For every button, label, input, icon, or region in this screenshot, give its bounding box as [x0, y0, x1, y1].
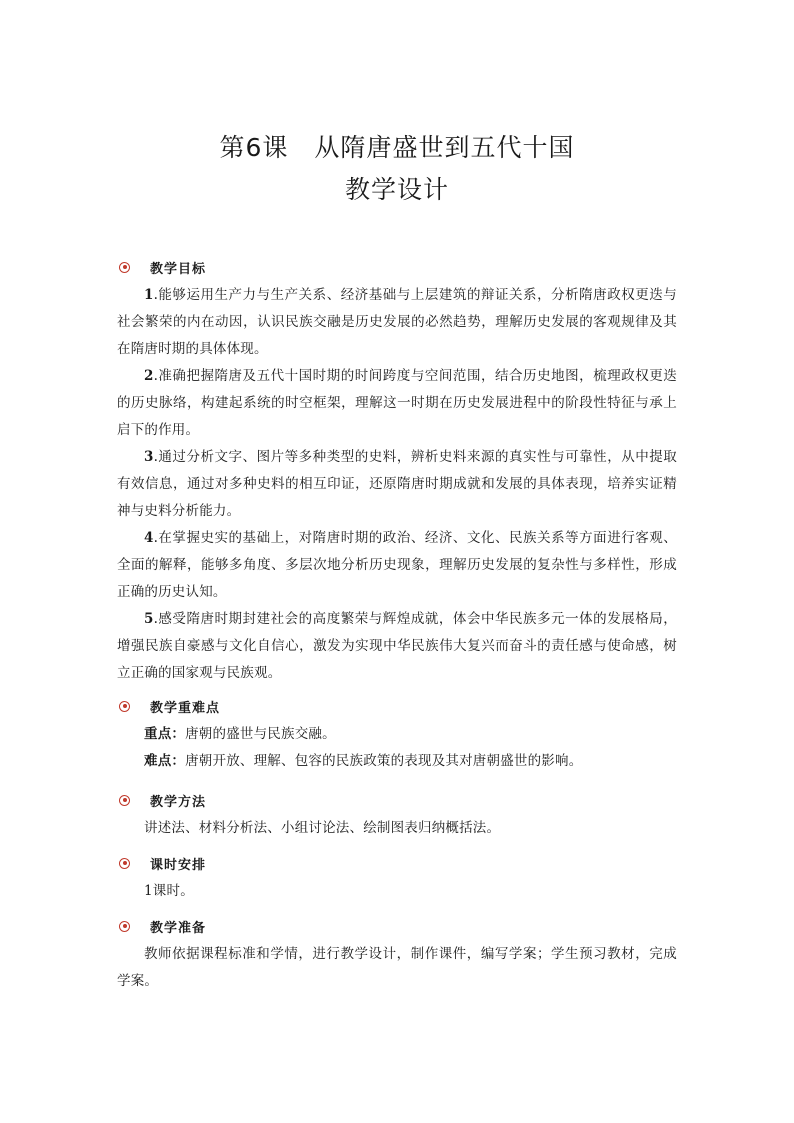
section-preparation: [117, 915, 677, 995]
objective-item: 4.在掌握史实的基础上，对隋唐时期的政治、经济、文化、民族关系等方面进行客观、全面的解释，能够多角度、多层次地分析历史现象，理解历史发展的复杂性与多样性，形成正确的历史认知。: [117, 530, 677, 600]
section-schedule: [117, 852, 677, 905]
section-heading: 教学重难点: [150, 700, 221, 716]
circle-dot-icon: [119, 858, 130, 869]
circle-dot-icon: [119, 921, 130, 932]
section-key-points: [117, 695, 677, 775]
circle-dot-icon: [119, 795, 130, 806]
section-heading: 课时安排: [150, 857, 207, 873]
focus-point: 重点：唐朝的盛世与民族交融。: [144, 726, 336, 742]
section-methods: [117, 789, 677, 842]
schedule-text: 1课时。: [144, 883, 194, 899]
section-heading: 教学方法: [150, 794, 207, 810]
objective-item: 1.能够运用生产力与生产关系、经济基础与上层建筑的辩证关系，分析隋唐政权更迭与社会繁荣的内在动因，认识民族交融是历史发展的必然趋势，理解历史发展的客观规律及其在隋唐时期的具体体现。: [117, 287, 677, 357]
section-objectives: [117, 256, 677, 687]
objective-item: 5.感受隋唐时期封建社会的高度繁荣与辉煌成就，体会中华民族多元一体的发展格局，增强民族自豪感与文化自信心，激发为实现中华民族伟大复兴而奋斗的责任感与使命感，树立正确的国家观与民族观。: [117, 611, 677, 681]
circle-dot-icon: [119, 262, 130, 273]
section-heading: 教学准备: [150, 920, 207, 936]
circle-dot-icon: [119, 701, 130, 712]
section-heading: 教学目标: [150, 261, 207, 277]
lesson-title: 第6课 从隋唐盛世到五代十国: [219, 133, 575, 162]
preparation-text: 教师依据课程标准和学情，进行教学设计，制作课件，编写学案；学生预习教材，完成学案。: [117, 946, 677, 989]
lesson-subtitle: 教学设计: [344, 175, 449, 204]
difficulty-point: 难点：唐朝开放、理解、包容的民族政策的表现及其对唐朝盛世的影响。: [144, 753, 583, 769]
methods-text: 讲述法、材料分析法、小组讨论法、绘制图表归纳概括法。: [144, 820, 501, 836]
objective-item: 3.通过分析文字、图片等多种类型的史料，辨析史料来源的真实性与可靠性，从中提取有效信息，通过对多种史料的相互印证，还原隋唐时期成就和发展的具体表现，培养实证精神与史料分析能力。: [117, 449, 677, 519]
objective-item: 2.准确把握隋唐及五代十国时期的时间跨度与空间范围，结合历史地图，梳理政权更迭的历史脉络，构建起系统的时空框架，理解这一时期在历史发展进程中的阶段性特征与承上启下的作用。: [117, 368, 677, 438]
